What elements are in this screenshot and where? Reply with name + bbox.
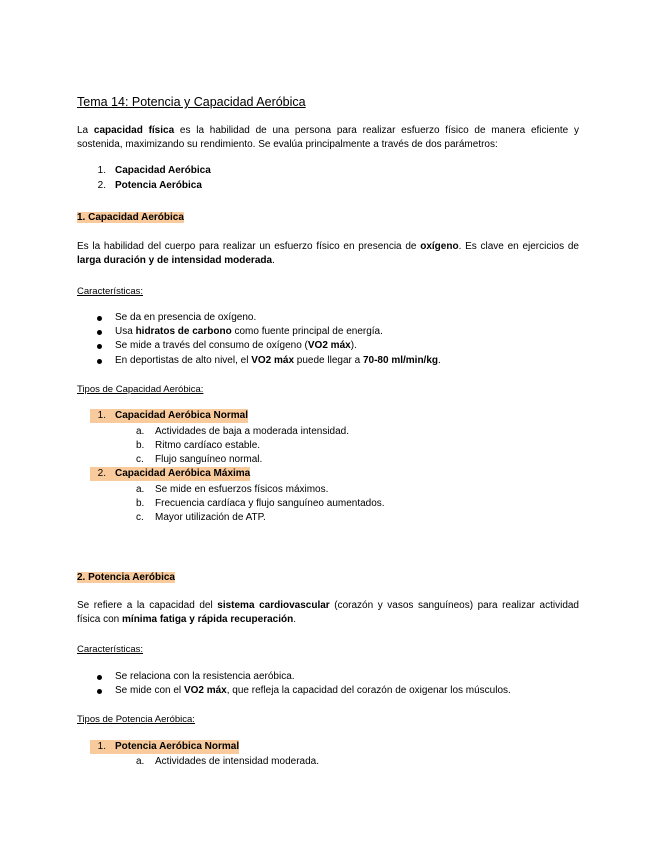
s1-text-2: . Es clave en ejercicios de [458,241,579,252]
list-number: 1. [97,165,106,176]
list-label: Potencia Aeróbica [115,180,202,191]
bullet-bold: hidratos de carbono [135,326,232,337]
type-label: Capacidad Aeróbica Normal [106,409,248,423]
s1-text-1: Es la habilidad del cuerpo para realizar un esfuerzo físico en presencia de [77,241,421,252]
intro-paragraph [77,124,579,152]
section-2-heading-text: 2. Potencia Aeróbica [77,572,175,583]
intro-text-1: La [77,125,94,136]
section-2-heading [77,571,175,585]
sub-letter: b. [136,440,145,451]
bullet-bold: VO2 máx [307,340,351,351]
s2-text-2: (corazón y vasos sanguíneos) para realizar actividad física con [77,600,579,625]
bullet-bold: 70-80 ml/min/kg [362,355,438,366]
page-title: Tema 14: Potencia y Capacidad Aeróbica [77,95,306,109]
type-label: Potencia Aeróbica Normal [106,740,239,754]
sub-letter: b. [136,498,145,509]
sub-letter: c. [136,512,144,523]
s2-bold-1: sistema cardiovascular [217,600,330,611]
s1-bold-2: larga duración y de intensidad moderada [77,255,273,266]
bullet-text: En deportistas de alto nivel, el [115,355,252,366]
list-label: Capacidad Aeróbica [115,165,211,176]
section-2-types-title: Tipos de Potencia Aeróbica: [77,714,195,725]
s1-text-3: . [272,255,275,266]
bullet-text: Usa [115,326,136,337]
section-1-heading [77,211,184,225]
bullet-icon [97,344,102,349]
s2-text-1: Se refiere a la capacidad del [77,600,218,611]
type-number: 1. [90,740,106,754]
bullet-text: puede llegar a [294,355,363,366]
bullet-icon [97,689,102,694]
type-number: 1. [90,409,106,423]
intro-bold-1: capacidad física [93,125,175,136]
section-1-paragraph [77,240,579,268]
sub-text: Ritmo cardíaco estable. [155,440,261,451]
bullet-text: ). [350,340,357,351]
sub-letter: a. [136,484,145,495]
section-2-characteristics-title: Características: [77,644,143,655]
s1-bold-1: oxígeno [420,241,459,252]
sub-letter: a. [136,756,145,767]
section-1-types-title: Tipos de Capacidad Aeróbica: [77,384,204,395]
bullet-text: Se mide a través del consumo de oxígeno ( [115,340,308,351]
type-label: Capacidad Aeróbica Máxima [106,467,250,481]
bullet-bold: VO2 máx [183,685,227,696]
sub-letter: a. [136,426,145,437]
sub-text: Actividades de baja a moderada intensidad. [155,426,350,437]
sub-text: Flujo sanguíneo normal. [155,454,263,465]
bullet-icon [97,359,102,364]
s2-bold-2: mínima fatiga y rápida recuperación [122,614,294,625]
intro-text-2: es la habilidad de una persona para realizar esfuerzo físico de manera eficiente y sostenida, maximizando su rendimiento. Se evalúa principalmente a través de dos parámetros: [77,125,579,150]
sub-text: Actividades de intensidad moderada. [155,756,319,767]
bullet-icon [97,675,102,680]
bullet-bold: VO2 máx [251,355,295,366]
section-1-heading-text: 1. Capacidad Aeróbica [77,212,184,223]
section-1-characteristics-title: Características: [77,286,143,297]
sub-letter: c. [136,454,144,465]
type-number: 2. [90,467,106,481]
bullet-text: Se relaciona con la resistencia aeróbica. [115,671,295,682]
s2-text-3: . [293,614,296,625]
bullet-icon [97,316,102,321]
bullet-text: Se da en presencia de oxígeno. [115,312,257,323]
sub-text: Mayor utilización de ATP. [155,512,266,523]
bullet-text: Se mide con el [115,685,184,696]
bullet-text: como fuente principal de energía. [231,326,383,337]
sub-text: Se mide en esfuerzos físicos máximos. [155,484,329,495]
section-2-paragraph [77,599,579,627]
bullet-icon [97,330,102,335]
sub-text: Frecuencia cardíaca y flujo sanguíneo aumentados. [155,498,385,509]
bullet-text: . [438,355,441,366]
bullet-text: , que refleja la capacidad del corazón de oxigenar los músculos. [226,685,511,696]
list-number: 2. [97,180,106,191]
